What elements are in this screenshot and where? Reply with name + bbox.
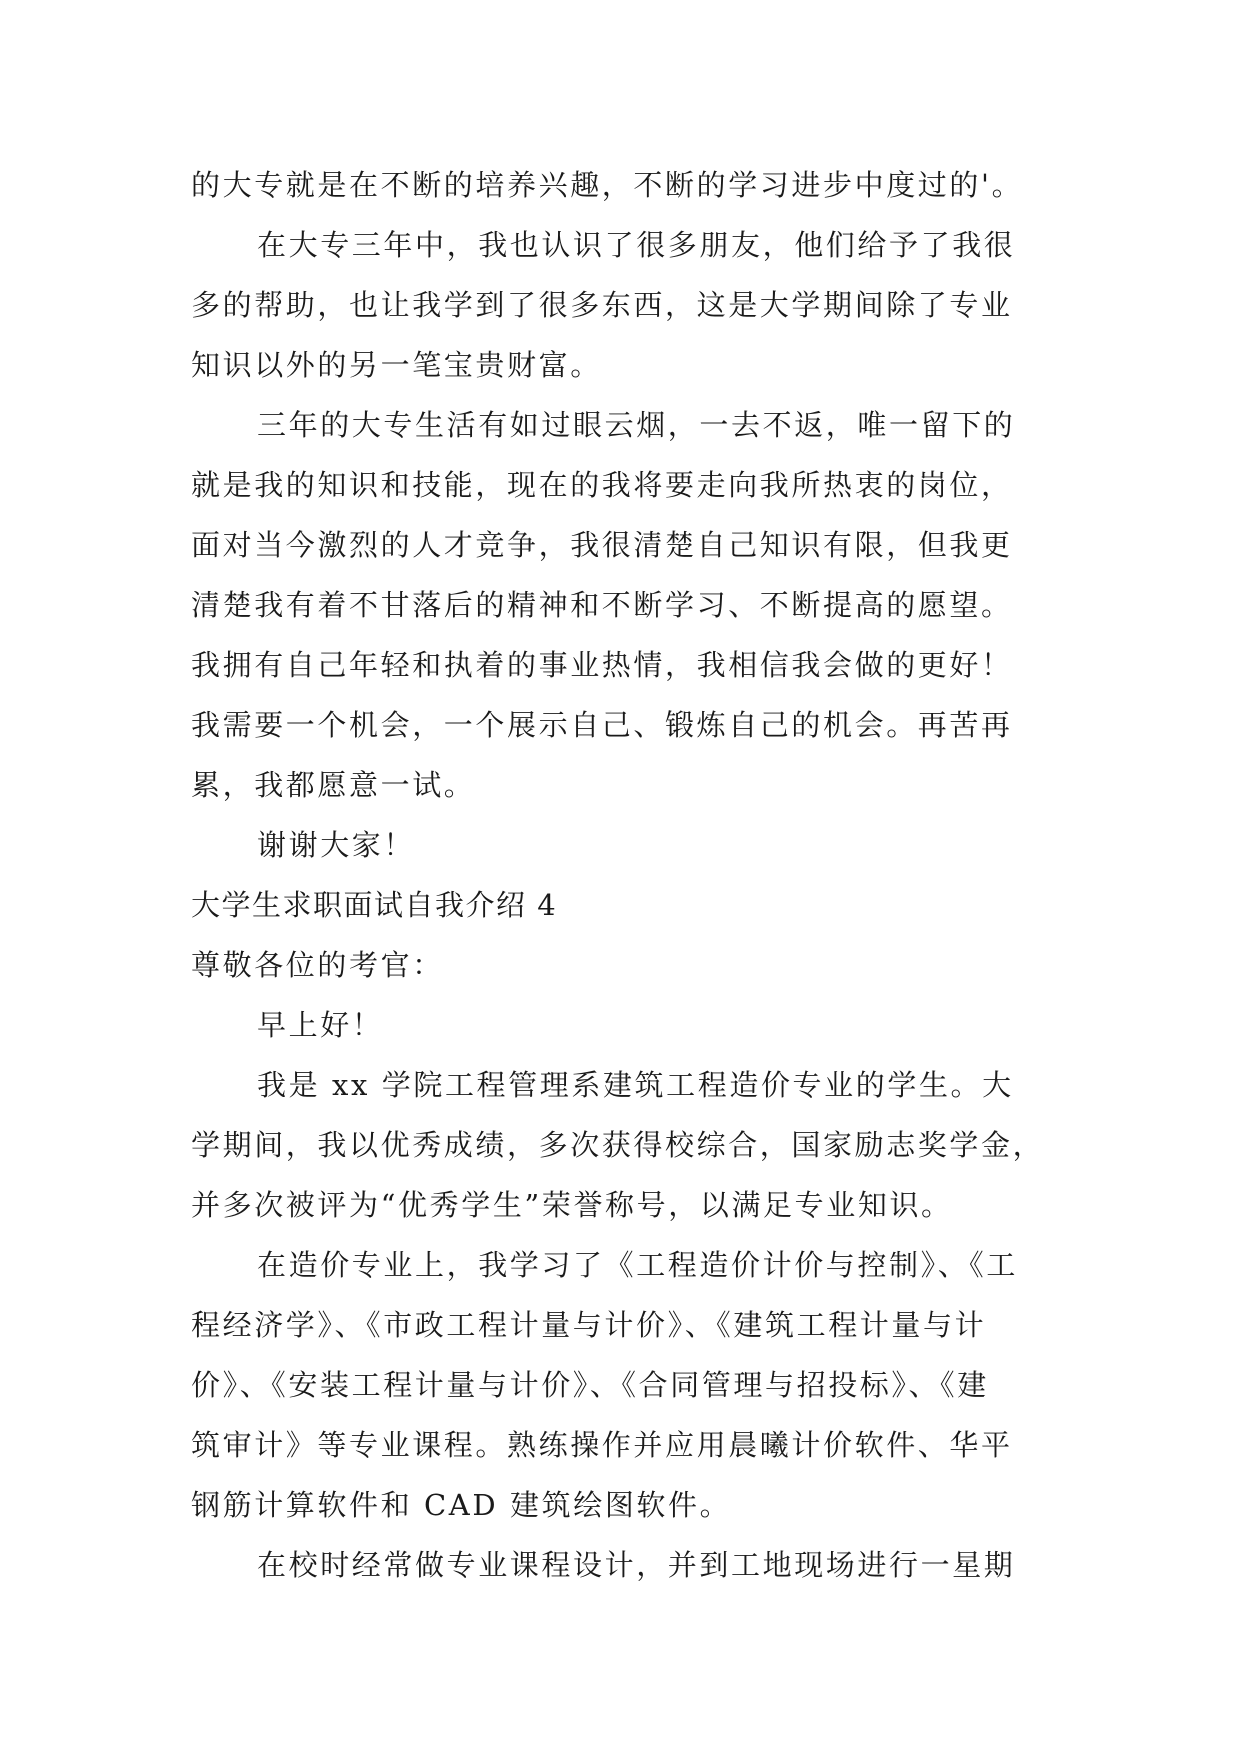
document-line: 三年的大专生活有如过眼云烟，一去不返，唯一留下的 <box>257 408 1016 442</box>
document-line: 程经济学》、《市政工程计量与计价》、《建筑工程计量与计 <box>191 1308 987 1342</box>
document-line: 钢筋计算软件和 CAD 建筑绘图软件。 <box>191 1488 732 1522</box>
document-line: 的大专就是在不断的培养兴趣，不断的学习进步中度过的'。 <box>191 168 1024 202</box>
document-line: 尊敬各位的考官： <box>191 948 444 982</box>
document-line: 谢谢大家！ <box>257 828 416 862</box>
document-line: 面对当今激烈的人才竞争，我很清楚自己知识有限，但我更 <box>191 528 1013 562</box>
document-line: 就是我的知识和技能，现在的我将要走向我所热衷的岗位， <box>191 468 1013 502</box>
document-line: 知识以外的另一笔宝贵财富。 <box>191 348 602 382</box>
document-line: 在大专三年中，我也认识了很多朋友，他们给予了我很 <box>257 228 1016 262</box>
document-line: 并多次被评为“优秀学生”荣誉称号，以满足专业知识。 <box>191 1188 953 1222</box>
document-line: 多的帮助，也让我学到了很多东西，这是大学期间除了专业 <box>191 288 1013 322</box>
document-line: 累，我都愿意一试。 <box>191 768 476 802</box>
section-heading: 大学生求职面试自我介绍 4 <box>191 888 558 922</box>
document-line: 筑审计》等专业课程。熟练操作并应用晨曦计价软件、华平 <box>191 1428 1013 1462</box>
document-line: 学期间，我以优秀成绩，多次获得校综合，国家励志奖学金， <box>191 1128 1045 1162</box>
document-body <box>191 155 1071 1595</box>
document-line: 在造价专业上，我学习了《工程造价计价与控制》、《工 <box>257 1248 1019 1282</box>
document-line: 我拥有自己年轻和执着的事业热情，我相信我会做的更好！ <box>191 648 1013 682</box>
document-line: 价》、《安装工程计量与计价》、《合同管理与招投标》、《建 <box>191 1368 989 1402</box>
document-line: 我需要一个机会，一个展示自己、锻炼自己的机会。再苦再 <box>191 708 1013 742</box>
document-line: 清楚我有着不甘落后的精神和不断学习、不断提高的愿望。 <box>191 588 1013 622</box>
document-line: 在校时经常做专业课程设计，并到工地现场进行一星期 <box>257 1548 1016 1582</box>
document-line: 我是 xx 学院工程管理系建筑工程造价专业的学生。大 <box>257 1068 1014 1102</box>
document-line: 早上好！ <box>257 1008 384 1042</box>
